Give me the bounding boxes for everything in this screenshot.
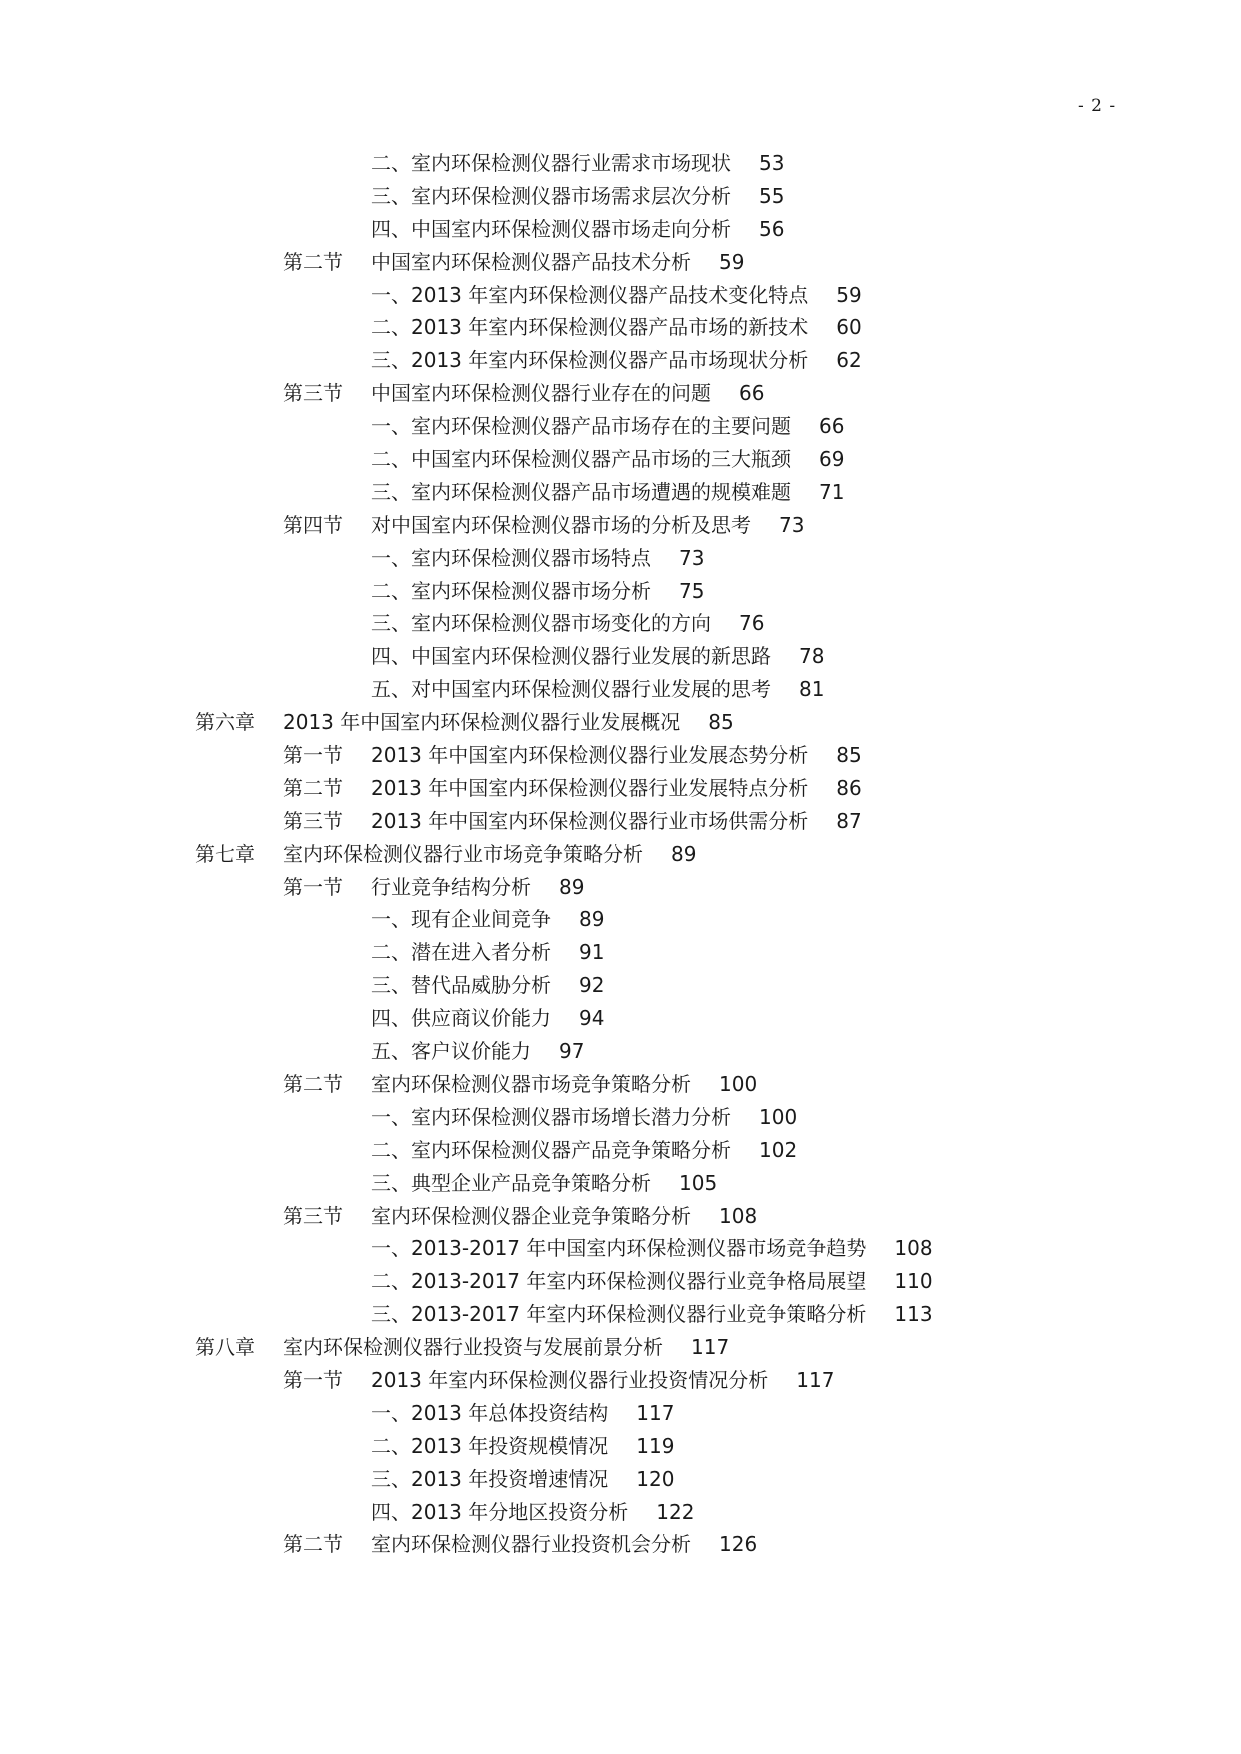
toc-entry-page: 55 bbox=[759, 183, 785, 208]
toc-entry-title: 对中国室内环保检测仪器行业发展的思考 bbox=[411, 677, 771, 702]
toc-entry-title: 2013 年中国室内环保检测仪器行业市场供需分析 bbox=[371, 808, 809, 833]
toc-entry-number: 二、 bbox=[371, 1137, 411, 1162]
toc-entry-number: 第七章 bbox=[195, 841, 255, 866]
toc-entry-number: 四、 bbox=[371, 644, 411, 669]
toc-entry-page: 87 bbox=[836, 808, 862, 833]
toc-entry-number: 二、 bbox=[371, 447, 411, 472]
toc-entry-title: 2013 年中国室内环保检测仪器行业发展概况 bbox=[283, 710, 681, 735]
toc-entry-page: 69 bbox=[819, 447, 845, 472]
toc-entry-number: 第三节 bbox=[283, 808, 343, 833]
toc-item bbox=[0, 1463, 1241, 1496]
toc-section bbox=[0, 805, 1241, 838]
toc-entry-title: 2013 年分地区投资分析 bbox=[411, 1499, 629, 1524]
toc-item bbox=[0, 410, 1241, 443]
toc-entry-title: 客户议价能力 bbox=[411, 1039, 531, 1064]
toc-entry-number: 三、 bbox=[371, 348, 411, 373]
toc-entry-number: 四、 bbox=[371, 1006, 411, 1031]
toc-entry-page: 110 bbox=[894, 1269, 933, 1294]
toc-item bbox=[0, 180, 1241, 213]
toc-item bbox=[0, 607, 1241, 640]
toc-section bbox=[0, 739, 1241, 772]
toc-entry-title: 2013-2017 年室内环保检测仪器行业竞争策略分析 bbox=[411, 1302, 867, 1327]
toc-entry-number: 三、 bbox=[371, 479, 411, 504]
toc-entry-title: 中国室内环保检测仪器行业发展的新思路 bbox=[411, 644, 771, 669]
toc-entry-page: 91 bbox=[579, 940, 605, 965]
toc-entry-page: 97 bbox=[559, 1039, 585, 1064]
toc-entry-page: 117 bbox=[796, 1367, 835, 1392]
toc-entry-number: 二、 bbox=[371, 151, 411, 175]
toc-entry-title: 室内环保检测仪器市场竞争策略分析 bbox=[371, 1071, 691, 1096]
toc-entry-page: 126 bbox=[719, 1532, 758, 1557]
toc-entry-title: 中国室内环保检测仪器市场走向分析 bbox=[411, 216, 731, 241]
toc-entry-number: 第四节 bbox=[283, 512, 343, 537]
toc-entry-page: 71 bbox=[819, 479, 845, 504]
toc-entry-number: 二、 bbox=[371, 940, 411, 965]
toc-entry-page: 76 bbox=[739, 611, 765, 636]
toc-item bbox=[0, 1002, 1241, 1035]
toc-entry-page: 119 bbox=[636, 1433, 675, 1458]
toc-entry-title: 室内环保检测仪器产品市场存在的主要问题 bbox=[411, 414, 791, 439]
toc-entry-title: 室内环保检测仪器行业投资与发展前景分析 bbox=[283, 1335, 663, 1360]
toc-item bbox=[0, 1496, 1241, 1529]
toc-entry-title: 2013 年中国室内环保检测仪器行业发展态势分析 bbox=[371, 743, 809, 768]
toc-entry-page: 66 bbox=[819, 414, 845, 439]
toc-item bbox=[0, 1167, 1241, 1200]
toc-item bbox=[0, 147, 1241, 180]
toc-entry-number: 二、 bbox=[371, 1433, 411, 1458]
toc-entry-number: 三、 bbox=[371, 1170, 411, 1195]
toc-entry-number: 第三节 bbox=[283, 381, 343, 406]
toc-entry-title: 室内环保检测仪器市场变化的方向 bbox=[411, 611, 711, 636]
toc-entry-title: 室内环保检测仪器市场特点 bbox=[411, 545, 651, 570]
toc-entry-title: 替代品威胁分析 bbox=[411, 973, 551, 998]
toc-entry-number: 第三节 bbox=[283, 1203, 343, 1228]
toc-entry-number: 五、 bbox=[371, 677, 411, 702]
toc-entry-title: 2013-2017 年室内环保检测仪器行业竞争格局展望 bbox=[411, 1269, 867, 1294]
toc-item bbox=[0, 575, 1241, 608]
toc-entry-title: 中国室内环保检测仪器产品技术分析 bbox=[371, 249, 691, 274]
toc-item bbox=[0, 1134, 1241, 1167]
toc-item bbox=[0, 1397, 1241, 1430]
toc-entry-number: 第八章 bbox=[195, 1335, 255, 1360]
toc-entry-number: 第二节 bbox=[283, 249, 343, 274]
toc-item bbox=[0, 1298, 1241, 1331]
toc-entry-number: 三、 bbox=[371, 611, 411, 636]
toc-entry-title: 室内环保检测仪器行业需求市场现状 bbox=[411, 151, 731, 175]
toc-section bbox=[0, 246, 1241, 279]
toc-entry-page: 60 bbox=[836, 315, 862, 340]
toc-item bbox=[0, 311, 1241, 344]
toc-entry-title: 对中国室内环保检测仪器市场的分析及思考 bbox=[371, 512, 751, 537]
toc-entry-page: 73 bbox=[779, 512, 805, 537]
toc-entry-number: 三、 bbox=[371, 183, 411, 208]
toc-entry-title: 2013 年室内环保检测仪器行业投资情况分析 bbox=[371, 1367, 769, 1392]
toc-entry-page: 59 bbox=[836, 282, 862, 307]
toc-entry-number: 三、 bbox=[371, 1466, 411, 1491]
toc-entry-number: 一、 bbox=[371, 1104, 411, 1129]
toc-entry-page: 108 bbox=[894, 1236, 933, 1261]
toc-entry-page: 86 bbox=[836, 775, 862, 800]
toc-entry-page: 53 bbox=[759, 151, 785, 175]
toc-entry-page: 89 bbox=[579, 907, 605, 932]
toc-entry-title: 室内环保检测仪器产品市场遭遇的规模难题 bbox=[411, 479, 791, 504]
toc-item bbox=[0, 344, 1241, 377]
toc-entry-number: 五、 bbox=[371, 1039, 411, 1064]
toc-entry-number: 一、 bbox=[371, 907, 411, 932]
toc-entry-title: 典型企业产品竞争策略分析 bbox=[411, 1170, 651, 1195]
toc-entry-page: 94 bbox=[579, 1006, 605, 1031]
toc-entry-number: 第二节 bbox=[283, 1532, 343, 1557]
toc-entry-page: 85 bbox=[836, 743, 862, 768]
toc-entry-page: 56 bbox=[759, 216, 785, 241]
toc-item bbox=[0, 1232, 1241, 1265]
toc-entry-title: 2013-2017 年中国室内环保检测仪器市场竞争趋势 bbox=[411, 1236, 867, 1261]
toc-item bbox=[0, 673, 1241, 706]
toc-item bbox=[0, 213, 1241, 246]
toc-entry-number: 第二节 bbox=[283, 775, 343, 800]
toc-entry-page: 120 bbox=[636, 1466, 675, 1491]
toc-entry-page: 66 bbox=[739, 381, 765, 406]
toc-entry-page: 89 bbox=[559, 874, 585, 899]
toc-chapter bbox=[0, 1331, 1241, 1364]
toc-item bbox=[0, 279, 1241, 312]
toc-section bbox=[0, 1364, 1241, 1397]
toc-entry-number: 四、 bbox=[371, 216, 411, 241]
toc-entry-number: 三、 bbox=[371, 1302, 411, 1327]
toc-entry-number: 第六章 bbox=[195, 710, 255, 735]
toc-section bbox=[0, 1200, 1241, 1233]
toc-entry-number: 一、 bbox=[371, 282, 411, 307]
toc-entry-title: 室内环保检测仪器市场增长潜力分析 bbox=[411, 1104, 731, 1129]
toc-entry-number: 第一节 bbox=[283, 1367, 343, 1392]
toc-entry-number: 二、 bbox=[371, 1269, 411, 1294]
toc-entry-page: 81 bbox=[799, 677, 825, 702]
toc-chapter bbox=[0, 838, 1241, 871]
toc-entry-page: 73 bbox=[679, 545, 705, 570]
toc-item bbox=[0, 1035, 1241, 1068]
toc-item bbox=[0, 903, 1241, 936]
toc-entry-title: 室内环保检测仪器市场需求层次分析 bbox=[411, 183, 731, 208]
toc-item bbox=[0, 443, 1241, 476]
toc-entry-number: 一、 bbox=[371, 1236, 411, 1261]
toc-entry-page: 100 bbox=[719, 1071, 758, 1096]
toc-entry-title: 室内环保检测仪器行业投资机会分析 bbox=[371, 1532, 691, 1557]
toc-entry-page: 92 bbox=[579, 973, 605, 998]
toc-entry-title: 中国室内环保检测仪器产品市场的三大瓶颈 bbox=[411, 447, 791, 472]
toc-item bbox=[0, 1430, 1241, 1463]
toc-section bbox=[0, 1528, 1241, 1561]
toc-chapter bbox=[0, 706, 1241, 739]
toc-entry-page: 117 bbox=[636, 1400, 675, 1425]
toc-entry-page: 102 bbox=[759, 1137, 798, 1162]
toc-section bbox=[0, 1068, 1241, 1101]
toc-entry-page: 75 bbox=[679, 578, 705, 603]
toc-entry-title: 室内环保检测仪器市场分析 bbox=[411, 578, 651, 603]
toc-item bbox=[0, 640, 1241, 673]
toc-entry-title: 室内环保检测仪器企业竞争策略分析 bbox=[371, 1203, 691, 1228]
toc-entry-page: 89 bbox=[671, 841, 697, 866]
toc-entry-number: 一、 bbox=[371, 1400, 411, 1425]
toc-entry-number: 第一节 bbox=[283, 874, 343, 899]
toc-entry-page: 113 bbox=[894, 1302, 933, 1327]
toc-entry-page: 85 bbox=[708, 710, 734, 735]
toc-item bbox=[0, 542, 1241, 575]
page-number: - 2 - bbox=[1078, 96, 1117, 116]
toc-entry-page: 122 bbox=[656, 1499, 695, 1524]
toc-section bbox=[0, 377, 1241, 410]
toc-entry-page: 105 bbox=[679, 1170, 718, 1195]
toc-item bbox=[0, 936, 1241, 969]
toc-entry-page: 62 bbox=[836, 348, 862, 373]
toc-entry-number: 二、 bbox=[371, 315, 411, 340]
toc-section bbox=[0, 871, 1241, 904]
toc-item bbox=[0, 1101, 1241, 1134]
toc-entry-title: 2013 年室内环保检测仪器产品技术变化特点 bbox=[411, 282, 809, 307]
toc-entry-number: 四、 bbox=[371, 1499, 411, 1524]
toc-entry-title: 2013 年投资增速情况 bbox=[411, 1466, 609, 1491]
toc-entry-title: 行业竞争结构分析 bbox=[371, 874, 531, 899]
toc-entry-number: 第二节 bbox=[283, 1071, 343, 1096]
toc-entry-title: 现有企业间竞争 bbox=[411, 907, 551, 932]
toc-entry-title: 2013 年投资规模情况 bbox=[411, 1433, 609, 1458]
toc-entry-title: 2013 年室内环保检测仪器产品市场的新技术 bbox=[411, 315, 809, 340]
toc-entry-title: 供应商议价能力 bbox=[411, 1006, 551, 1031]
toc-item bbox=[0, 1265, 1241, 1298]
toc-item bbox=[0, 476, 1241, 509]
toc-entry-title: 室内环保检测仪器行业市场竞争策略分析 bbox=[283, 841, 643, 866]
toc-entry-number: 第一节 bbox=[283, 743, 343, 768]
toc-section bbox=[0, 509, 1241, 542]
toc-entry-title: 2013 年总体投资结构 bbox=[411, 1400, 609, 1425]
toc-item bbox=[0, 969, 1241, 1002]
toc-entry-number: 一、 bbox=[371, 414, 411, 439]
toc-entry-page: 117 bbox=[691, 1335, 730, 1360]
toc-entry-page: 108 bbox=[719, 1203, 758, 1228]
toc-entry-title: 2013 年室内环保检测仪器产品市场现状分析 bbox=[411, 348, 809, 373]
toc-entry-title: 2013 年中国室内环保检测仪器行业发展特点分析 bbox=[371, 775, 809, 800]
toc-entry-number: 二、 bbox=[371, 578, 411, 603]
toc-entry-title: 潜在进入者分析 bbox=[411, 940, 551, 965]
toc-entry-number: 三、 bbox=[371, 973, 411, 998]
table-of-contents bbox=[0, 147, 1241, 1561]
toc-entry-page: 100 bbox=[759, 1104, 798, 1129]
toc-entry-number: 一、 bbox=[371, 545, 411, 570]
toc-entry-page: 78 bbox=[799, 644, 825, 669]
toc-entry-title: 室内环保检测仪器产品竞争策略分析 bbox=[411, 1137, 731, 1162]
toc-entry-page: 59 bbox=[719, 249, 745, 274]
toc-section bbox=[0, 772, 1241, 805]
toc-entry-title: 中国室内环保检测仪器行业存在的问题 bbox=[371, 381, 711, 406]
